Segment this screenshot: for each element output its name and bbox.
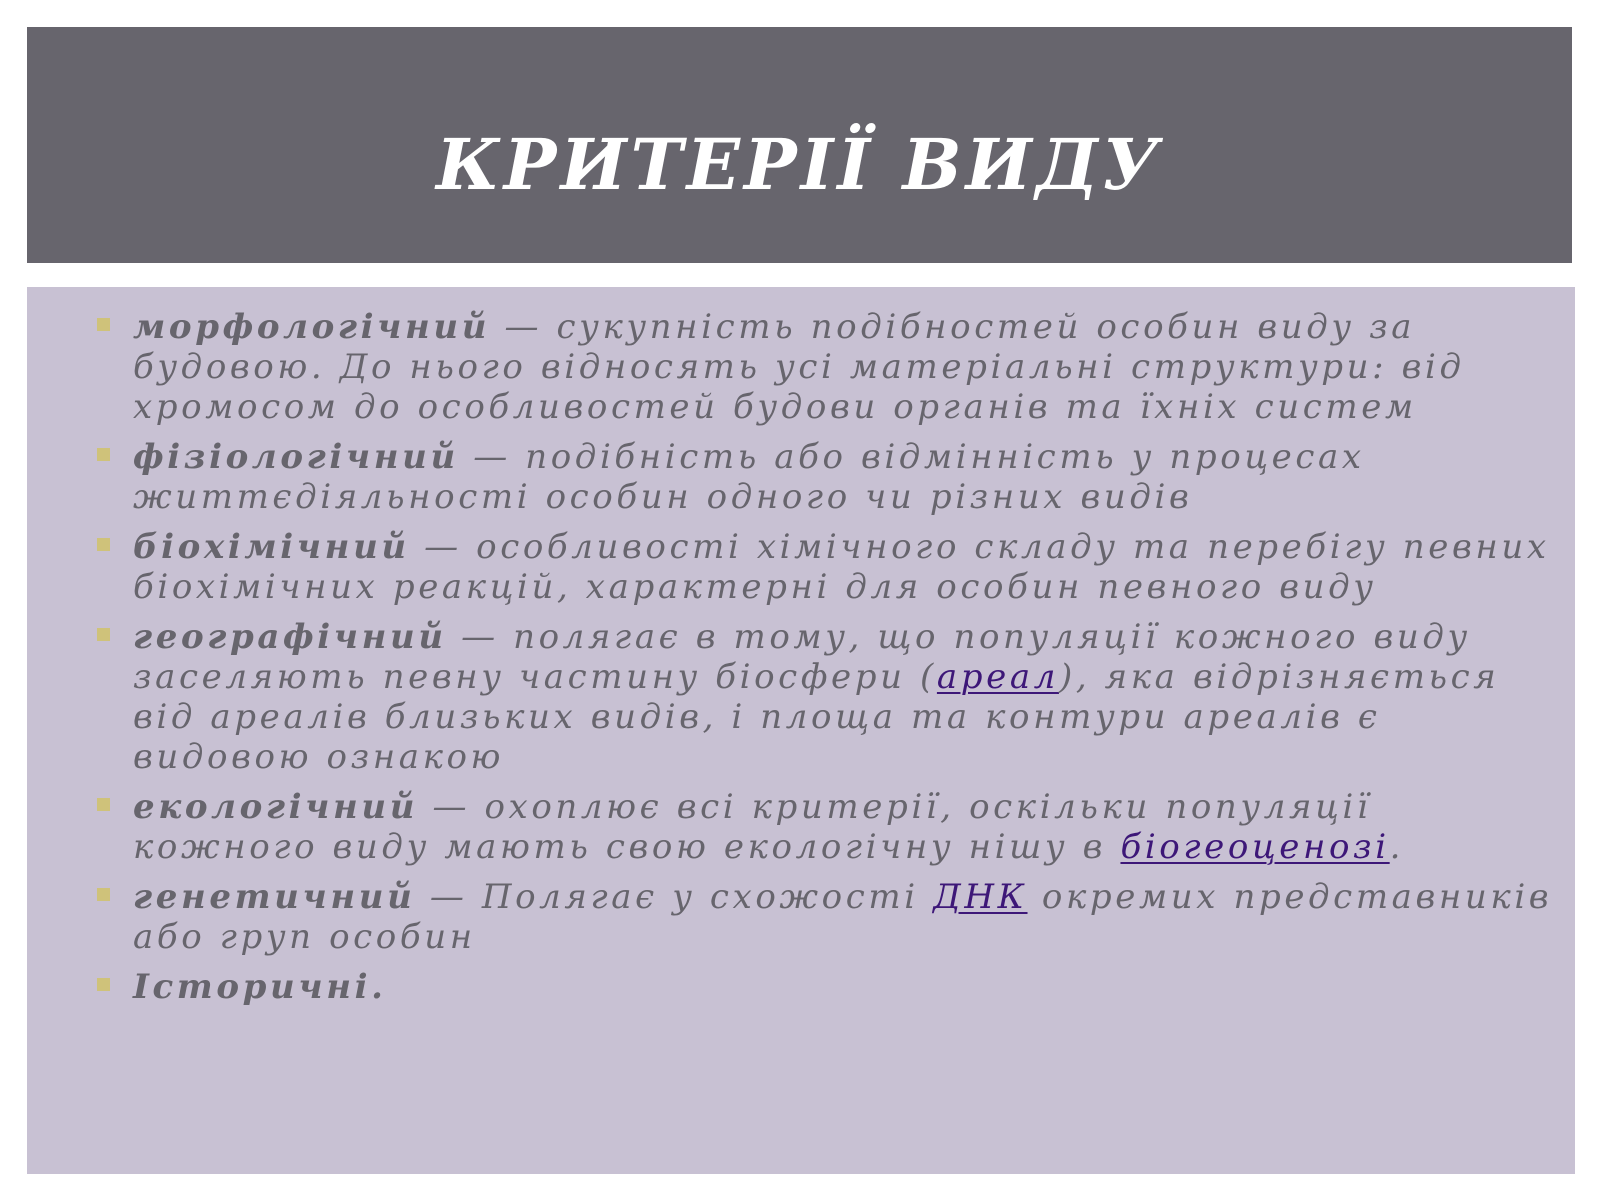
criterion-morphological	[97, 307, 1557, 427]
criterion-term: географічний	[133, 617, 447, 657]
criteria-list	[97, 307, 1557, 1017]
slide-title: КРИТЕРІЇ ВИДУ	[436, 122, 1163, 206]
criterion-term: Історичні.	[133, 967, 387, 1007]
criterion-description-end: окремих представників або груп особин	[133, 877, 1553, 957]
criterion-geographical	[97, 617, 1557, 777]
square-bullet-icon	[97, 448, 110, 461]
square-bullet-icon	[97, 538, 110, 551]
criterion-description: — Полягає у схожості	[415, 877, 934, 917]
criterion-historical	[97, 967, 1557, 1007]
title-band	[27, 27, 1572, 263]
square-bullet-icon	[97, 978, 110, 991]
criterion-description: — охоплює всі критерії, оскільки популяції кожного виду мають свою екологічну нішу в	[133, 787, 1372, 867]
link-biogeocenosis[interactable]: біогеоценозі	[1120, 827, 1390, 867]
criterion-description: — сукупність подібностей особин виду за будовою. До нього відносять усі матеріальні структури: від хромосом до особливостей будови органів та їхніх систем	[133, 307, 1465, 427]
criterion-biochemical	[97, 527, 1557, 607]
content-panel	[27, 287, 1575, 1174]
criterion-description: — подібність або відмінність у процесах життєдіяльності особин одного чи різних видів	[133, 437, 1365, 517]
criterion-description: — полягає в тому, що популяції кожного виду заселяють певну частину біосфери (	[133, 617, 1471, 697]
criterion-description-end: .	[1389, 827, 1405, 867]
link-dna[interactable]: ДНК	[933, 877, 1028, 917]
criterion-term: морфологічний	[133, 307, 491, 347]
square-bullet-icon	[97, 798, 110, 811]
criterion-term: фізіологічний	[133, 437, 459, 477]
square-bullet-icon	[97, 318, 110, 331]
criterion-genetic	[97, 877, 1557, 957]
criterion-term: біохімічний	[133, 527, 410, 567]
square-bullet-icon	[97, 628, 110, 641]
criterion-term: генетичний	[133, 877, 416, 917]
criterion-term: екологічний	[133, 787, 419, 827]
criterion-physiological	[97, 437, 1557, 517]
square-bullet-icon	[97, 888, 110, 901]
criterion-ecological	[97, 787, 1557, 867]
criterion-description: — особливості хімічного складу та перебігу певних біохімічних реакцій, характерні для особин певного виду	[133, 527, 1550, 607]
criterion-description-end: ), яка відрізняється від ареалів близьких видів, і площа та контури ареалів є видовою ознакою	[133, 657, 1500, 777]
link-areal[interactable]: ареал	[936, 657, 1059, 697]
